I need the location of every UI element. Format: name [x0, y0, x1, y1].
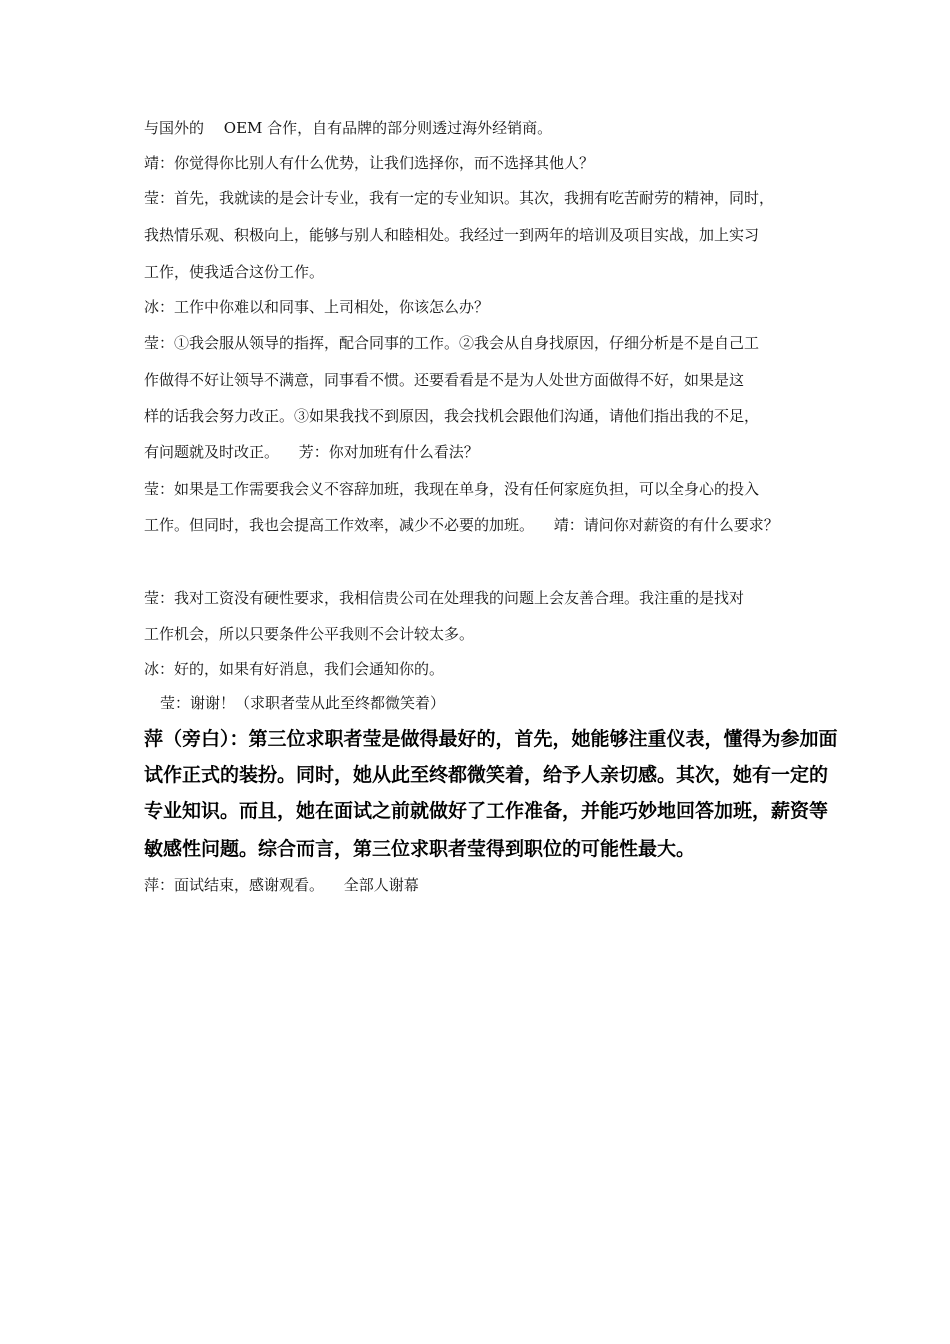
text-line: 我热情乐观、积极向上，能够与别人和睦相处。我经过一到两年的培训及项目实战，加上实习 [144, 226, 760, 244]
text-line: 靖：你觉得你比别人有什么优势，让我们选择你，而不选择其他人？ [144, 154, 595, 172]
text-line: 样的话我会努力改正。③如果我找不到原因，我会找机会跟他们沟通，请他们指出我的不足， [144, 407, 760, 425]
text-line: 冰：好的，如果有好消息，我们会通知你的。 [144, 660, 445, 678]
text-line: 莹：我对工资没有硬性要求，我相信贵公司在处理我的问题上会友善合理。我注重的是找对 [144, 589, 745, 607]
text-line: 莹：如果是工作需要我会义不容辞加班，我现在单身，没有任何家庭负担，可以全身心的投入 [144, 480, 760, 498]
narration-line: 专业知识。而且，她在面试之前就做好了工作准备，并能巧妙地回答加班，薪资等 [144, 800, 829, 822]
text-line: 莹：首先，我就读的是会计专业，我有一定的专业知识。其次，我拥有吃苦耐劳的精神，同时， [144, 189, 775, 207]
text-line: 有问题就及时改正。 芳：你对加班有什么看法？ [144, 443, 479, 461]
text-line: 工作。但同时，我也会提高工作效率，减少不必要的加班。 靖：请问你对薪资的有什么要求？ [144, 516, 779, 534]
text-line: 萍：面试结束，感谢观看。 全部人谢幕 [144, 876, 419, 894]
text-line: 莹：①我会服从领导的指挥，配合同事的工作。②我会从自身找原因，仔细分析是不是自己工 [144, 334, 760, 352]
text-line: 工作机会，所以只要条件公平我则不会计较太多。 [144, 625, 475, 643]
text-line: 工作，使我适合这份工作。 [144, 263, 325, 281]
text-line: 作做得不好让领导不满意，同事看不惯。还要看看是不是为人处世方面做得不好，如果是这 [144, 371, 745, 389]
text-line: 冰：工作中你难以和同事、上司相处，你该怎么办？ [144, 298, 490, 316]
narration-line: 试作正式的装扮。同时，她从此至终都微笑着，给予人亲切感。其次，她有一定的 [144, 764, 829, 786]
narration-line: 敏感性问题。综合而言，第三位求职者莹得到职位的可能性最大。 [144, 838, 696, 860]
text-line: 莹：谢谢！（求职者莹从此至终都微笑着） [160, 694, 446, 712]
narration-line: 萍（旁白）：第三位求职者莹是做得最好的，首先，她能够注重仪表，懂得为参加面 [144, 728, 838, 750]
text-line: 与国外的 OEM 合作，自有品牌的部分则透过海外经销商。 [144, 119, 553, 137]
